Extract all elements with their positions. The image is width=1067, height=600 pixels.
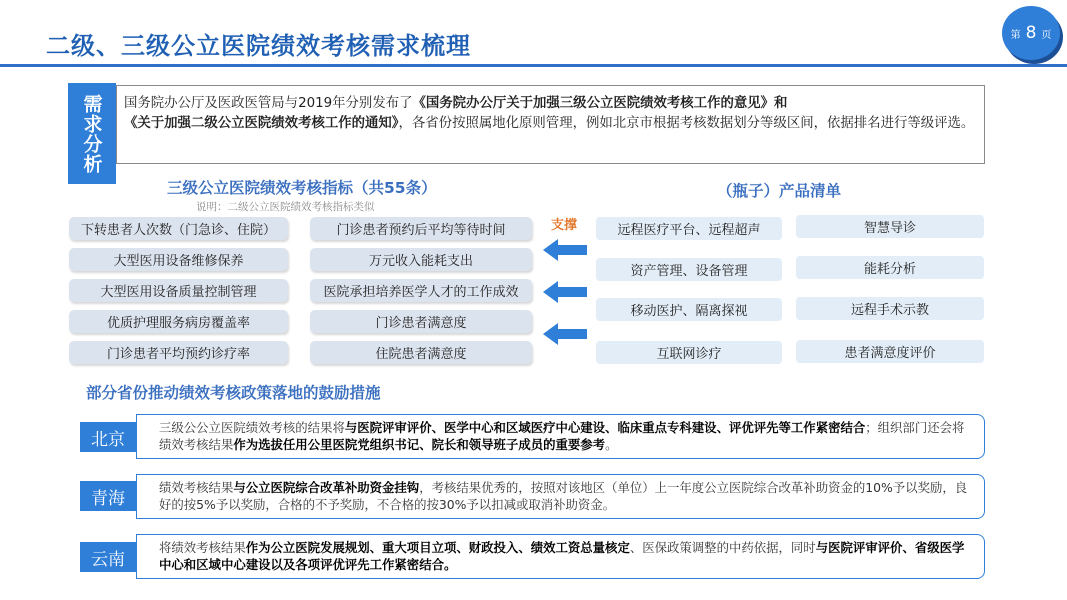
product-left-3: 移动医护、隔离探视 [596,298,782,321]
needs-and: 和 [774,96,788,111]
indicator-right-4: 门诊患者满意度 [310,310,532,333]
needs-doc2: 《关于加强二级公立医院绩效考核工作的通知》 [124,116,399,131]
indicators-heading: 三级公立医院绩效考核指标（共55条） [167,179,437,197]
beijing-t2: ；组织部门还会将绩效考核结果 [159,420,965,452]
measures-heading: 部分省份推动绩效考核政策落地的鼓励措施 [86,384,381,402]
region-text-beijing [136,414,985,459]
indicator-left-5: 门诊患者平均预约诊疗率 [69,341,288,364]
product-right-4: 患者满意度评价 [796,340,984,363]
product-left-2: 资产管理、设备管理 [596,258,782,281]
indicators-note: 说明：二级公立医院绩效考核指标类似 [196,201,375,213]
product-right-2: 能耗分析 [796,256,984,279]
needs-analysis-label-text: 需求分析 [80,93,103,174]
region-text-yunnan [136,534,985,579]
yunnan-t1: 将绩效考核结果 [159,540,246,555]
needs-seg2: ，各省份按照属地化原则管理，例如北京市根据考核数据划分等级区间，依据排名进行等级评选。 [398,116,975,131]
qinghai-t2: ，考核结果优秀的，按照对该地区（单位）上一年度公立医院综合改革补助资金的10%予以奖励，良好的按5%予以奖励，合格的不予奖励，不合格的按30%予以扣减或取消补助资金。 [159,480,968,512]
indicator-left-3: 大型医用设备质量控制管理 [69,279,288,302]
left-arrow-icon [543,281,587,303]
product-left-4: 互联网诊疗 [596,341,782,364]
yunnan-b2: 与医院评审评价、省级医学中心和区域中心建设以及各项评优评先工作紧密结合。 [159,540,965,572]
product-right-1: 智慧导诊 [796,215,984,238]
indicator-right-5: 住院患者满意度 [310,341,532,364]
qinghai-b1: 与公立医院综合改革补助资金挂钩 [233,480,420,495]
indicator-left-2: 大型医用设备维修保养 [69,248,288,271]
products-heading: （瓶子）产品清单 [717,182,842,200]
needs-analysis-text [116,85,985,164]
product-right-3: 远程手术示教 [796,297,984,320]
yunnan-t2: 、医保政策调整的中药依据，同时 [629,540,816,555]
needs-doc1: 《国务院办公厅关于加强三级公立医院绩效考核工作的意见》 [412,96,775,111]
indicator-right-1: 门诊患者预约后平均等待时间 [310,217,532,240]
needs-analysis-label [68,83,116,184]
beijing-t1: 三级公公立医院绩效考核的结果将 [159,420,345,435]
indicator-left-4: 优质护理服务病房覆盖率 [69,310,288,333]
product-left-1: 远程医疗平台、远程超声 [596,217,782,240]
page-number-badge [1002,6,1060,60]
region-text-qinghai [136,474,985,519]
qinghai-t1: 绩效考核结果 [159,480,234,495]
left-arrow-icon [543,323,587,345]
page-prefix: 第 [1010,29,1021,41]
indicator-right-3: 医院承担培养医学人才的工作成效 [310,279,532,302]
beijing-t3: 。 [605,437,618,452]
page-title: 二级、三级公立医院绩效考核需求梳理 [46,32,471,60]
beijing-b2: 作为选拔任用公里医院党组织书记、院长和领导班子成员的重要参考 [233,437,606,452]
left-arrow-icon [543,239,587,261]
support-label: 支撑 [551,218,578,233]
yunnan-b1: 作为公立医院发展规划、重大项目立项、财政投入、绩效工资总量核定 [245,540,630,555]
indicator-left-1: 下转患者人次数（门急诊、住院） [69,217,288,240]
title-divider [0,64,1067,67]
needs-seg1: 国务院办公厅及医政医管局与2019年分别发布了 [124,96,413,111]
region-label-yunnan: 云南 [80,542,136,572]
page-number: 8 [1025,23,1037,43]
region-label-qinghai: 青海 [80,481,136,511]
beijing-b1: 与医院评审评价、医学中心和区域医疗中心建设、临床重点专科建设、评优评先等工作紧密结合 [344,420,866,435]
page-suffix: 页 [1041,29,1052,41]
region-label-beijing: 北京 [80,422,136,452]
indicator-right-2: 万元收入能耗支出 [310,248,532,271]
